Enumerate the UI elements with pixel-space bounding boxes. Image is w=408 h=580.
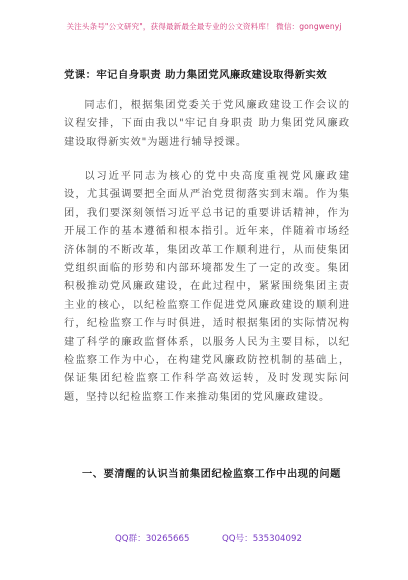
header-promo-note: 关注头条号"公文研究"，获得最新最全最专业的公文资料库！ 微信：gongwenyj	[66, 22, 342, 31]
paragraph-intro: 同志们，根据集团党委关于党风廉政建设工作会议的议程安排，下面由我以"牢记自身职责 助力集团党风廉政建设取得新实效"为题进行辅导授课。	[64, 100, 350, 148]
footer-qq-number: QQ号：535304092	[222, 534, 302, 544]
footer	[0, 532, 408, 546]
footer-qq-group: QQ群：30265665	[115, 534, 190, 544]
paragraph-main: 以习近平同志为核心的党中央高度重视党风廉政建设，尤其强调要把全面从严治党贯彻落实到末端。作为集团，我们要深刻领悟习近平总书记的重要讲话精神，作为开展工作的基本遵循和根本指引。近年来，伴随着市场经济体制的不断改革，集团改革工作顺利进行，从而使集团党组织面临的形势和内部环境都发生了一定的改变。集团积极推动党风廉政建设，在此过程中，紧紧围绕集团主责主业的核心，以纪检监察工作促进党风廉政建设的顺利进行，纪检监察工作与时俱进，适时根据集团的实际情况构建了科学的廉政监督体系，以服务人民为主要目标，以纪检监察工作为中心，在构建党风廉政防控机制的基础上，保证集团纪检监察工作科学高效运转，及时发现实际问题，坚持以纪检监察工作来推动集团的党风廉政建设。	[64, 171, 350, 403]
section-heading-1: 一、要清醒的认识当前集团纪检监察工作中出现的问题	[82, 468, 341, 480]
document-title: 党课：牢记自身职责 助力集团党风廉政建设取得新实效	[64, 69, 327, 81]
